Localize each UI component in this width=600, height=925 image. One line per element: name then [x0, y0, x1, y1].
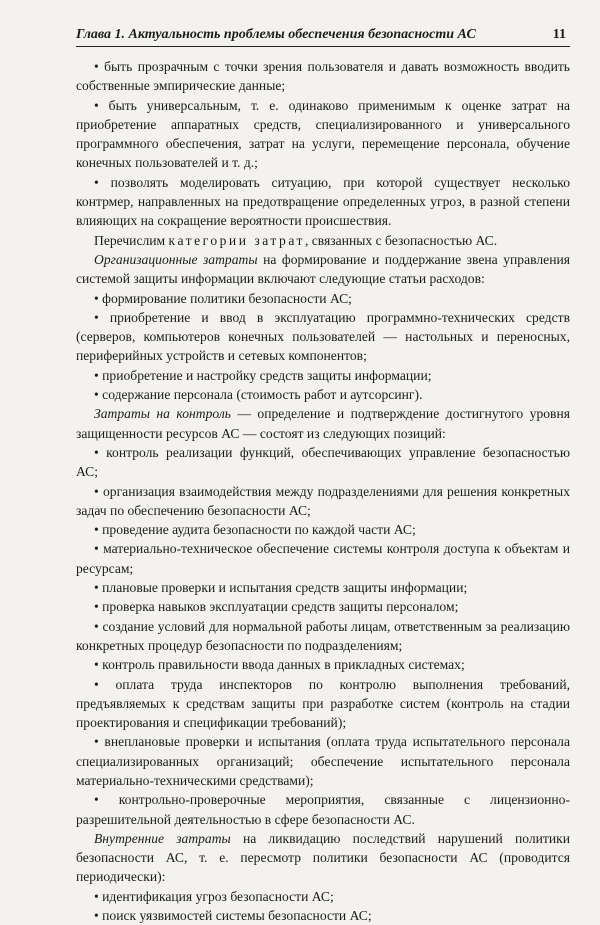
paragraph-text: • контроль реализации функций, обеспечивающих управление безопасностью АС; — [76, 444, 570, 480]
running-header — [76, 27, 570, 47]
paragraph-text: • приобретение и настройку средств защиты информации; — [94, 367, 432, 383]
paragraph-text: • создание условий для нормальной работы лицам, ответственным за реализацию конкретных процедур безопасности по подразделениям; — [76, 618, 570, 653]
paragraph-text: , связанных с безопасностью АС. — [304, 232, 498, 248]
bullet-item — [76, 906, 570, 925]
paragraph-text: • формирование политики безопасности АС; — [94, 290, 352, 306]
bullet-item — [76, 655, 570, 674]
page-number: 11 — [552, 27, 566, 42]
paragraph — [76, 829, 570, 887]
paragraph-text: • контроль правильности ввода данных в прикладных системах; — [94, 657, 465, 673]
paragraph-text: • приобретение и ввод в эксплуатацию программно-технических средств (серверов, компьютеров конечных пользователей — настольных и переносных, периферийных устройств и сетевых компонентов; — [76, 309, 570, 364]
paragraph-text: • быть прозрачным с точки зрения пользователя и давать возможность вводить собственные эмпирические данные; — [76, 59, 570, 94]
italic-term: Организационные затраты — [94, 251, 258, 267]
paragraph-lead: Перечислим — [94, 232, 169, 248]
bullet-item — [76, 887, 570, 906]
paragraph-text: на ликвидацию последствий нарушений политики безопасности АС, т. е. пересмотр политики безопасности АС (проводится периодически): — [76, 830, 570, 885]
bullet-item — [76, 366, 570, 385]
paragraph-text: • быть универсальным, т. е. одинаково применимым к оценке затрат на приобретение аппаратных средств, специализированного и универсального программного обеспечения, затрат на услуги, перемещение персонала, обучение конечных пользователей и т. д.; — [76, 97, 570, 171]
italic-term: Затраты на контроль — [94, 406, 231, 422]
paragraph-text: • проведение аудита безопасности по каждой части АС; — [94, 522, 416, 538]
paragraph-text: • плановые проверки и испытания средств защиты информации; — [94, 580, 468, 596]
paragraph-text: • содержание персонала (стоимость работ и аутсорсинг). — [94, 387, 423, 403]
bullet-item — [76, 289, 570, 308]
paragraph — [76, 404, 570, 443]
bullet-item — [76, 482, 570, 521]
italic-term: Внутренние затраты — [94, 830, 231, 846]
paragraph-text: • идентификация угроз безопасности АС; — [94, 888, 334, 904]
bullet-item — [76, 308, 570, 366]
paragraph-text: • внеплановые проверки и испытания (оплата труда испытательного персонала специализированных организаций; обеспечение испытательного персонала материально-техническими средствами); — [76, 734, 570, 788]
spaced-emphasis: категории затрат — [168, 232, 305, 248]
paragraph-text: • контрольно-проверочные мероприятия, связанные с лицензионно-разрешительной деятельностью в сфере безопасности АС. — [76, 792, 570, 827]
bullet-item — [76, 539, 570, 578]
bullet-item — [76, 173, 570, 231]
bullet-item — [76, 597, 570, 616]
bullet-item — [76, 617, 570, 656]
bullet-item — [76, 732, 570, 790]
page-body — [76, 57, 570, 925]
paragraph-text: — определение и подтверждение достигнутого уровня защищенности ресурсов АС — состоят из следующих позиций: — [76, 406, 570, 441]
bullet-item — [76, 96, 570, 173]
paragraph-text: на формирование и поддержание звена управления системой защиты информации включают следующие статьи расходов: — [76, 251, 570, 287]
bullet-item — [76, 578, 570, 597]
paragraph — [76, 250, 570, 289]
bullet-item — [76, 520, 570, 539]
bullet-item — [76, 443, 570, 482]
paragraph-text: • организация взаимодействия между подразделениями для решения конкретных задач по обеспечению безопасности АС; — [76, 483, 570, 518]
paragraph-text: • оплата труда инспекторов по контролю выполнения требований, предъявляемых к средствам защиты при разработке систем (контроль на стадии проектирования и спецификации требований); — [76, 676, 570, 731]
paragraph — [76, 231, 570, 250]
bullet-item — [76, 385, 570, 404]
bullet-item — [76, 790, 570, 829]
bullet-item — [76, 675, 570, 733]
paragraph-text: • материально-техническое обеспечение системы контроля доступа к объектам и ресурсам; — [76, 541, 570, 576]
paragraph-text: • позволять моделировать ситуацию, при которой существует несколько контрмер, направленных на предотвращение определенных угроз, в разной степени влияющих на сокращение вероятности происшествия. — [76, 174, 570, 229]
bullet-item — [76, 57, 570, 96]
paragraph-text: • проверка навыков эксплуатации средств защиты персоналом; — [94, 599, 459, 615]
paragraph-text: • поиск уязвимостей системы безопасности АС; — [94, 908, 372, 924]
chapter-title: Глава 1. Актуальность проблемы обеспечения безопасности АС — [76, 27, 476, 42]
